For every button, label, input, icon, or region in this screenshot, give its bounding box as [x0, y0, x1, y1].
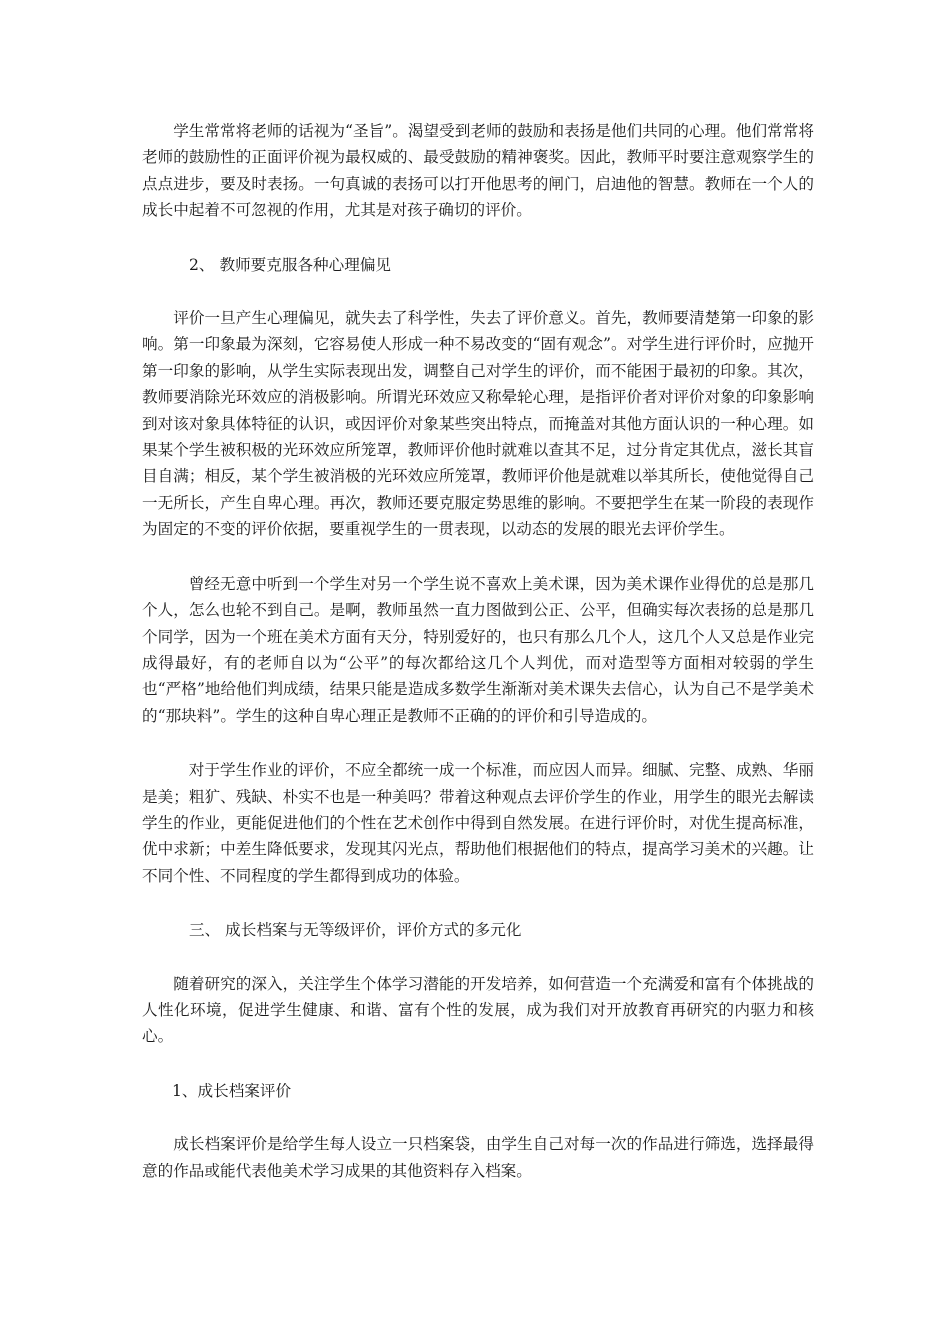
section-heading-psychological-bias: 2、 教师要克服各种心理偏见 — [189, 255, 392, 274]
paragraph-research-deepening: 随着研究的深入，关注学生个体学习潜能的开发培养，如何营造一个充满爱和富有个体挑战的人性化环境，促进学生健康、和谐、富有个性的发展，成为我们对开放教育再研究的内驱力和核心。 — [142, 974, 814, 1046]
paragraph-archive-bag: 成长档案评价是给学生每人设立一只档案袋，由学生自己对每一次的作品进行筛选，选择最得意的作品或能代表他美术学习成果的其他资料存入档案。 — [142, 1135, 814, 1180]
paragraph-praise: 学生常常将老师的话视为“圣旨”。渴望受到老师的鼓励和表扬是他们共同的心理。他们常常将老师的鼓励性的正面评价视为最权威的、最受鼓励的精神褒奖。因此，教师平时要注意观察学生的点点进步，要及时表扬。一句真诚的表扬可以打开他思考的闸门，启迪他的智慧。教师在一个人的成长中起着不可忽视的作用，尤其是对孩子确切的评价。 — [142, 122, 814, 220]
paragraph-individual-evaluation: 对于学生作业的评价，不应全都统一成一个标准，而应因人而异。细腻、完整、成熟、华丽是美；粗犷、残缺、朴实不也是一种美吗？带着这种观点去评价学生的作业，用学生的眼光去解读学生的作业，更能促进他们的个性在艺术创作中得到自然发展。在进行评价时，对优生提高标准，优中求新；中差生降低要求，发现其闪光点，帮助他们根据他们的特点，提高学习美术的兴趣。让不同个性、不同程度的学生都得到成功的体验。 — [142, 761, 814, 885]
paragraph-psychological-bias: 评价一旦产生心理偏见，就失去了科学性，失去了评价意义。首先，教师要清楚第一印象的影响。第一印象最为深刻，它容易使人形成一种不易改变的“固有观念”。对学生进行评价时，应抛开第一印象的影响，从学生实际表现出发，调整自己对学生的评价，而不能困于最初的印象。其次，教师要消除光环效应的消极影响。所谓光环效应又称晕轮心理，是指评价者对评价对象的印象影响到对该对象具体特征的认识，或因评价对象某些突出特点，而掩盖对其他方面认识的一种心理。如果某个学生被积极的光环效应所笼罩，教师评价他时就难以查其不足，过分肯定其优点，滋长其盲目自满；相反，某个学生被消极的光环效应所笼罩，教师评价他是就难以举其所长，使他觉得自己一无所长，产生自卑心理。再次，教师还要克服定势思维的影响。不要把学生在某一阶段的表现作为固定的不变的评价依据，要重视学生的一贯表现，以动态的发展的眼光去评价学生。 — [142, 309, 814, 539]
section-heading-growth-archive: 三、 成长档案与无等级评价，评价方式的多元化 — [189, 921, 522, 940]
subsection-heading-growth-archive-evaluation: 1、成长档案评价 — [172, 1081, 292, 1100]
paragraph-art-class-anecdote: 曾经无意中听到一个学生对另一个学生说不喜欢上美术课，因为美术课作业得优的总是那几个人，怎么也轮不到自己。是啊，教师虽然一直力图做到公正、公平，但确实每次表扬的总是那几个同学，因为一个班在美术方面有天分，特别爱好的，也只有那么几个人，这几个人又总是作业完成得最好，有的老师自以为“公平”的每次都给这几个人判优，而对造型等方面相对较弱的学生也“严格”地给他们判成绩，结果只能是造成多数学生渐渐对美术课失去信心，认为自己不是学美术的“那块料”。学生的这种自卑心理正是教师不正确的的评价和引导造成的。 — [142, 574, 814, 725]
document-body — [142, 118, 814, 1212]
